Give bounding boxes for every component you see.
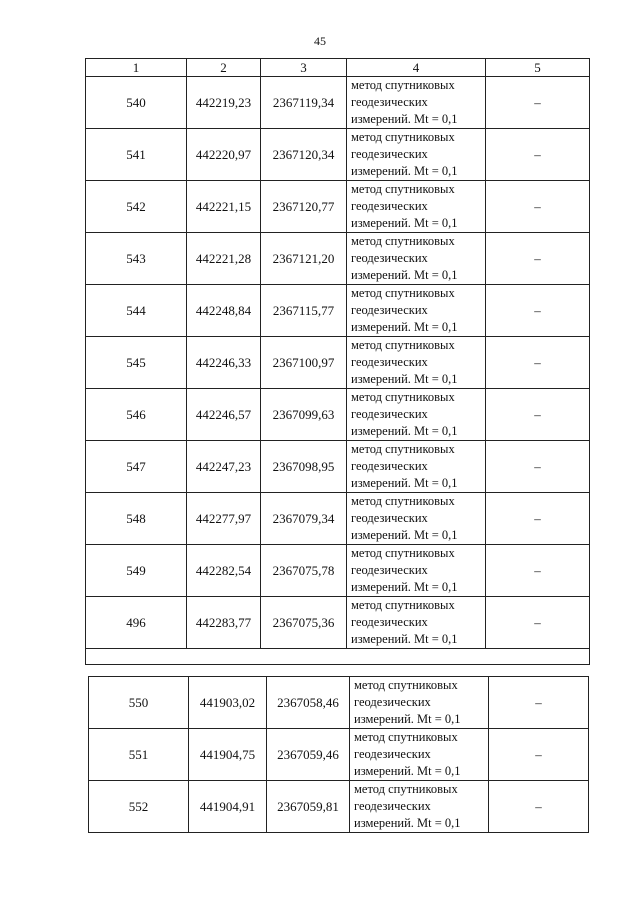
method-text-line: измерений. Mt = 0,1 [351, 632, 458, 646]
point-number-cell: 543 [86, 233, 187, 285]
y-coordinate-cell: 2367059,46 [267, 729, 350, 781]
column-header: 4 [347, 59, 486, 77]
method-text-line: измерений. Mt = 0,1 [351, 476, 458, 490]
method-cell [347, 77, 486, 129]
error-cell: – [486, 441, 590, 493]
method-text-line: метод спутниковых [354, 730, 458, 744]
method-text-line: геодезических [351, 407, 428, 421]
x-coordinate-cell: 441903,02 [189, 677, 267, 729]
method-text-line: измерений. Mt = 0,1 [351, 268, 458, 282]
method-text-line: измерений. Mt = 0,1 [351, 424, 458, 438]
y-coordinate-cell: 2367075,36 [261, 597, 347, 649]
method-text-line: измерений. Mt = 0,1 [354, 764, 461, 778]
point-number-cell: 540 [86, 77, 187, 129]
coordinates-table [85, 58, 590, 665]
method-text-line: метод спутниковых [351, 338, 455, 352]
table-row [86, 77, 590, 129]
y-coordinate-cell: 2367059,81 [267, 781, 350, 833]
error-cell: – [486, 129, 590, 181]
error-cell: – [486, 233, 590, 285]
y-coordinate-cell: 2367100,97 [261, 337, 347, 389]
method-cell [347, 441, 486, 493]
error-cell: – [486, 493, 590, 545]
x-coordinate-cell: 442246,33 [187, 337, 261, 389]
method-text-line: геодезических [351, 355, 428, 369]
point-number-cell: 549 [86, 545, 187, 597]
method-cell [347, 285, 486, 337]
error-cell: – [486, 337, 590, 389]
method-text-line: измерений. Mt = 0,1 [351, 320, 458, 334]
x-coordinate-cell: 442220,97 [187, 129, 261, 181]
method-cell [347, 493, 486, 545]
method-text-line: измерений. Mt = 0,1 [351, 528, 458, 542]
y-coordinate-cell: 2367121,20 [261, 233, 347, 285]
x-coordinate-cell: 442282,54 [187, 545, 261, 597]
method-text-line: метод спутниковых [354, 782, 458, 796]
method-cell [347, 129, 486, 181]
error-cell: – [489, 677, 589, 729]
column-header: 5 [486, 59, 590, 77]
method-text-line: метод спутниковых [354, 678, 458, 692]
method-text-line: геодезических [351, 147, 428, 161]
method-text-line: измерений. Mt = 0,1 [351, 580, 458, 594]
method-text-line: метод спутниковых [351, 130, 455, 144]
table-row [86, 337, 590, 389]
method-text-line: измерений. Mt = 0,1 [351, 372, 458, 386]
method-cell [347, 233, 486, 285]
method-text-line: геодезических [351, 95, 428, 109]
method-text-line: измерений. Mt = 0,1 [354, 816, 461, 830]
method-text-line: геодезических [351, 251, 428, 265]
table-row [89, 729, 589, 781]
method-cell [350, 677, 489, 729]
point-number-cell: 551 [89, 729, 189, 781]
y-coordinate-cell: 2367115,77 [261, 285, 347, 337]
method-text-line: измерений. Mt = 0,1 [354, 712, 461, 726]
y-coordinate-cell: 2367120,34 [261, 129, 347, 181]
point-number-cell: 542 [86, 181, 187, 233]
table-row [86, 597, 590, 649]
error-cell: – [489, 729, 589, 781]
table-row [86, 441, 590, 493]
x-coordinate-cell: 442246,57 [187, 389, 261, 441]
x-coordinate-cell: 442247,23 [187, 441, 261, 493]
method-text-line: геодезических [354, 747, 431, 761]
point-number-cell: 548 [86, 493, 187, 545]
y-coordinate-cell: 2367120,77 [261, 181, 347, 233]
point-number-cell: 544 [86, 285, 187, 337]
method-text-line: геодезических [354, 695, 431, 709]
table-row [86, 545, 590, 597]
table-row [86, 233, 590, 285]
x-coordinate-cell: 441904,91 [189, 781, 267, 833]
point-number-cell: 552 [89, 781, 189, 833]
error-cell: – [486, 181, 590, 233]
table-row [86, 285, 590, 337]
method-text-line: измерений. Mt = 0,1 [351, 216, 458, 230]
method-cell [347, 181, 486, 233]
point-number-cell: 545 [86, 337, 187, 389]
y-coordinate-cell: 2367098,95 [261, 441, 347, 493]
x-coordinate-cell: 442221,15 [187, 181, 261, 233]
error-cell: – [486, 77, 590, 129]
point-number-cell: 541 [86, 129, 187, 181]
method-text-line: метод спутниковых [351, 546, 455, 560]
method-text-line: геодезических [351, 615, 428, 629]
x-coordinate-cell: 442221,28 [187, 233, 261, 285]
method-text-line: метод спутниковых [351, 442, 455, 456]
table-row [89, 677, 589, 729]
coordinates-table-continued [88, 676, 589, 833]
column-header: 2 [187, 59, 261, 77]
method-text-line: геодезических [351, 511, 428, 525]
y-coordinate-cell: 2367099,63 [261, 389, 347, 441]
method-cell [347, 337, 486, 389]
table-row [86, 389, 590, 441]
page-number: 45 [314, 34, 326, 48]
point-number-cell: 547 [86, 441, 187, 493]
method-text-line: геодезических [351, 199, 428, 213]
y-coordinate-cell: 2367058,46 [267, 677, 350, 729]
separator-cell [86, 649, 590, 665]
method-cell [347, 389, 486, 441]
table-row [86, 129, 590, 181]
method-text-line: геодезических [351, 459, 428, 473]
column-header: 1 [86, 59, 187, 77]
y-coordinate-cell: 2367075,78 [261, 545, 347, 597]
error-cell: – [486, 285, 590, 337]
y-coordinate-cell: 2367119,34 [261, 77, 347, 129]
method-text-line: геодезических [351, 303, 428, 317]
method-text-line: метод спутниковых [351, 598, 455, 612]
error-cell: – [486, 597, 590, 649]
table-row [86, 181, 590, 233]
table-row [86, 493, 590, 545]
x-coordinate-cell: 441904,75 [189, 729, 267, 781]
method-text-line: геодезических [351, 563, 428, 577]
method-cell [347, 545, 486, 597]
x-coordinate-cell: 442283,77 [187, 597, 261, 649]
x-coordinate-cell: 442248,84 [187, 285, 261, 337]
method-cell [347, 597, 486, 649]
method-cell [350, 729, 489, 781]
error-cell: – [486, 389, 590, 441]
method-text-line: измерений. Mt = 0,1 [351, 164, 458, 178]
method-text-line: метод спутниковых [351, 234, 455, 248]
method-text-line: метод спутниковых [351, 182, 455, 196]
method-text-line: метод спутниковых [351, 494, 455, 508]
x-coordinate-cell: 442277,97 [187, 493, 261, 545]
method-text-line: метод спутниковых [351, 286, 455, 300]
point-number-cell: 496 [86, 597, 187, 649]
point-number-cell: 546 [86, 389, 187, 441]
method-text-line: измерений. Mt = 0,1 [351, 112, 458, 126]
header-row [86, 59, 590, 77]
method-text-line: метод спутниковых [351, 390, 455, 404]
x-coordinate-cell: 442219,23 [187, 77, 261, 129]
error-cell: – [486, 545, 590, 597]
table-row [89, 781, 589, 833]
separator-row [86, 649, 590, 665]
error-cell: – [489, 781, 589, 833]
method-cell [350, 781, 489, 833]
column-header: 3 [261, 59, 347, 77]
y-coordinate-cell: 2367079,34 [261, 493, 347, 545]
method-text-line: геодезических [354, 799, 431, 813]
point-number-cell: 550 [89, 677, 189, 729]
method-text-line: метод спутниковых [351, 78, 455, 92]
